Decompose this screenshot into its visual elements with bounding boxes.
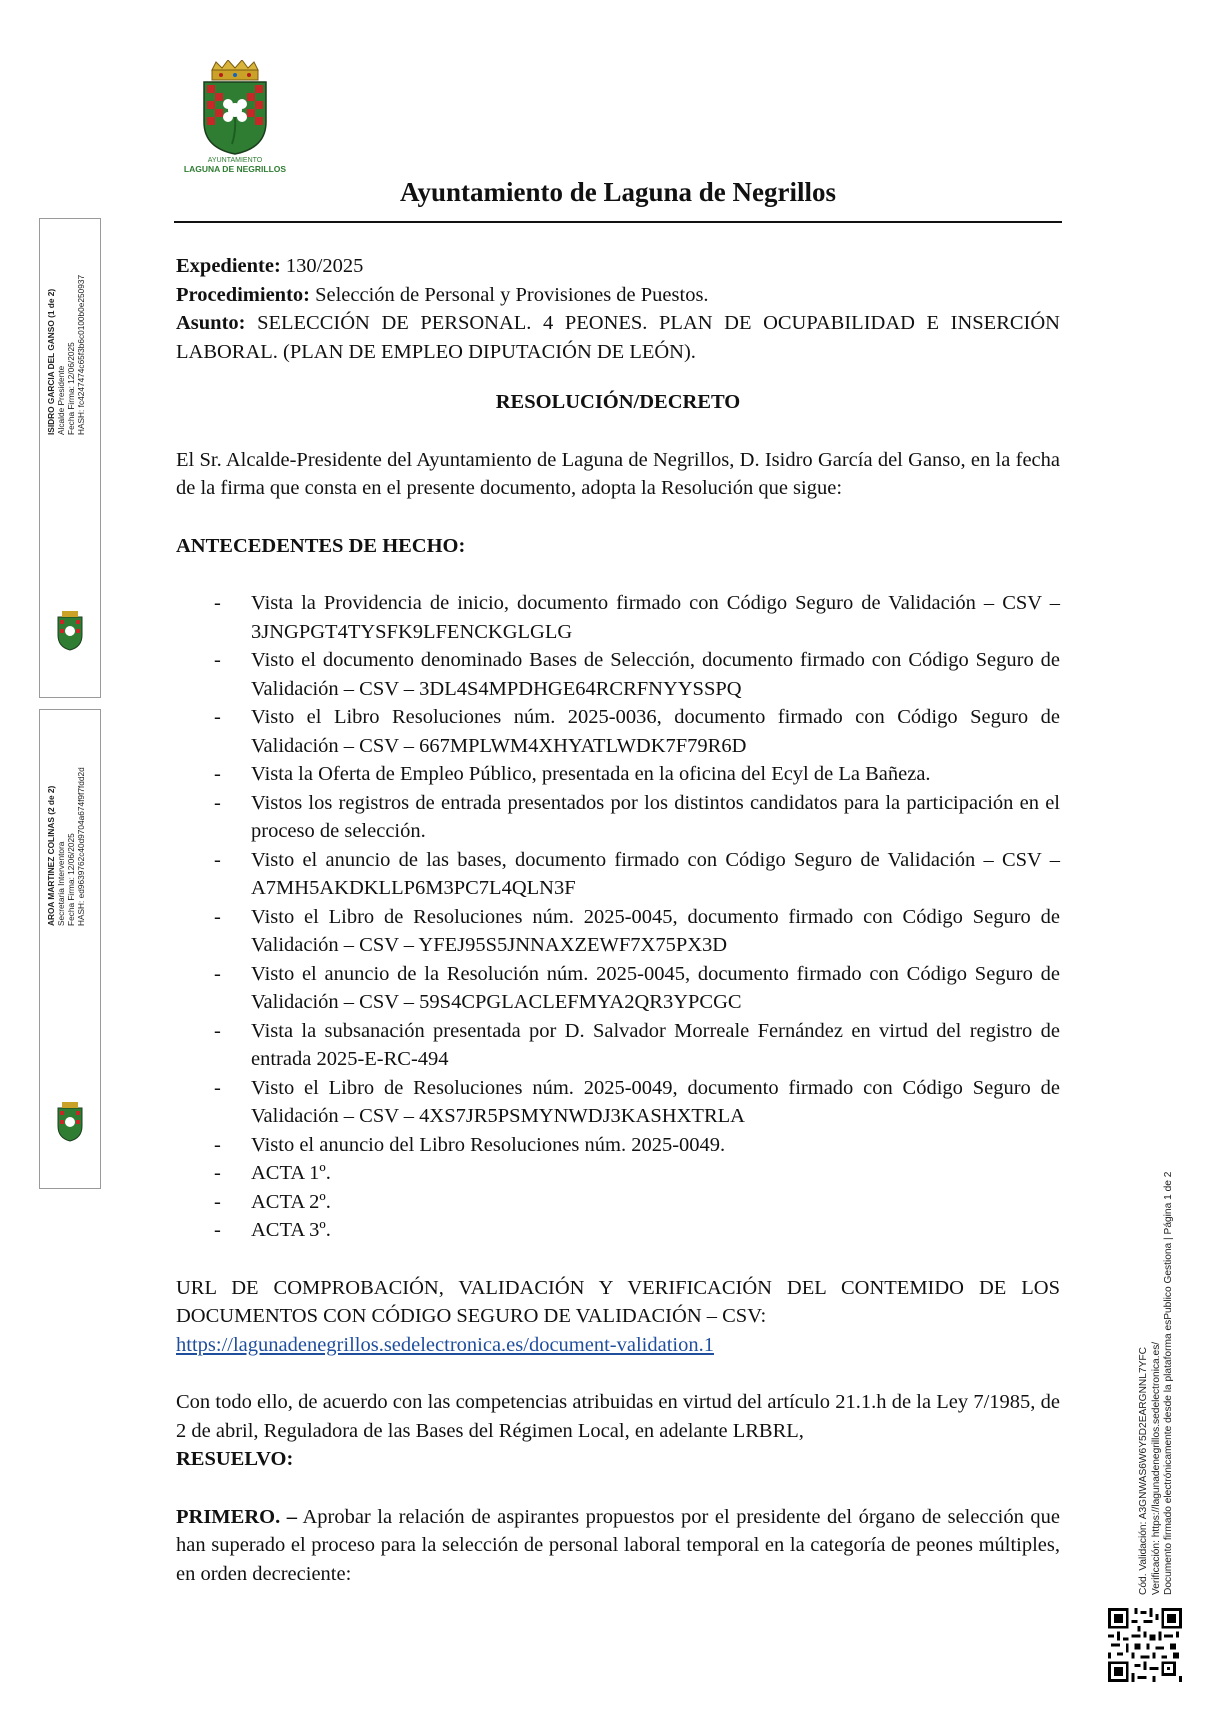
primero-label: PRIMERO. – — [176, 1505, 298, 1528]
antecedentes-title: ANTECEDENTES DE HECHO: — [176, 534, 466, 557]
list-item: - Vista la subsanación presentada por D. Salvador Morreale Fernández en virtud del registro de entrada 2025-E-RC-494 — [214, 1019, 1060, 1070]
list-item: - Vista la Oferta de Empleo Público, presentada en la oficina del Ecyl de La Bañeza. — [214, 763, 931, 785]
expediente-value: 130/2025 — [285, 255, 364, 277]
antecedentes-list — [176, 589, 1060, 1245]
expediente-line — [176, 252, 1060, 281]
resuelvo-label: RESUELVO: — [176, 1448, 294, 1470]
signature-hash: HASH: ed9639762c40d9704a674f9f7fdd2d — [76, 767, 86, 926]
logo-caption-line2: LAGUNA DE NEGRILLOS — [183, 164, 287, 174]
procedimiento-line — [176, 281, 1060, 310]
asunto-label: Asunto: — [176, 312, 246, 334]
municipal-logo — [176, 60, 294, 175]
logo-caption-line1: AYUNTAMIENTO — [207, 157, 263, 164]
title-divider — [174, 221, 1062, 223]
legal-paragraph — [176, 1388, 1060, 1474]
list-item: - Vistos los registros de entrada presentados por los distintos candidatos para la participación en el proceso de selección. — [214, 791, 1060, 842]
signer-role: Secretaria Interventora — [56, 841, 66, 926]
signer-role: Alcalde Presidente — [56, 365, 66, 435]
signature-box-1 — [39, 218, 101, 698]
expediente-label: Expediente: — [176, 255, 281, 277]
procedimiento-value: Selección de Personal y Provisiones de Puestos. — [315, 283, 709, 306]
url-paragraph — [176, 1274, 1060, 1360]
list-item: - ACTA 3º. — [214, 1219, 331, 1241]
verification-url: Verificación: https://lagunadenegrillos.sedelectronica.es/ — [1150, 1341, 1162, 1595]
coat-of-arms-icon — [176, 60, 294, 156]
list-item: - Vista la Providencia de inicio, documento firmado con Código Seguro de Validación – CSV – 3JNGPGT4TYSFK9LFENCKGLGLG — [214, 592, 1060, 643]
validation-link[interactable]: https://lagunadenegrillos.sedelectronica.es/document-validation.1 — [176, 1333, 714, 1356]
platform-note: Documento firmado electrónicamente desde la plataforma esPublico Gestiona | Página 1 de 2 — [1163, 1171, 1174, 1595]
asunto-line — [176, 309, 1060, 366]
page-title: Ayuntamiento de Laguna de Negrillos — [399, 177, 837, 207]
document-body — [176, 252, 1060, 1588]
signer-name: ISIDRO GARCIA DEL GANSO (1 de 2) — [46, 288, 56, 435]
signer-name: AROA MARTINEZ COLINAS (2 de 2) — [46, 785, 56, 926]
signature-date: Fecha Firma: 12/06/2025 — [66, 833, 76, 926]
primero-text: Aprobar la relación de aspirantes propuestos por el presidente del órgano de selección que han superado el proceso para la selección de personal laboral temporal en la categoría de peones múltiples, en orden decreciente: — [176, 1505, 1061, 1585]
list-item: - Visto el documento denominado Bases de Selección, documento firmado con Código Seguro de Validación – CSV – 3DL4S4MPDHGE64RCRFNYYSSPQ — [214, 649, 1060, 700]
legal-text: Con todo ello, de acuerdo con las competencias atribuidas en virtud del artículo 21.1.h de la Ley 7/1985, de 2 de abril, Reguladora de las Bases del Régimen Local, en adelante LRBRL, — [176, 1391, 1060, 1442]
list-item: - Visto el anuncio de la Resolución núm. 2025-0045, documento firmado con Código Seguro de Validación – CSV – 59S4CPGLACLEFMYA2QR3YPCGC — [214, 962, 1060, 1013]
asunto-value: SELECCIÓN DE PERSONAL. 4 PEONES. PLAN DE OCUPABILIDAD E INSERCIÓN LABORAL. (PLAN DE EMPLEO DIPUTACIÓN DE LEÓN). — [176, 312, 1060, 363]
url-intro: URL DE COMPROBACIÓN, VALIDACIÓN Y VERIFICACIÓN DEL CONTEMIDO DE LOS DOCUMENTOS CON CÓDIGO SEGURO DE VALIDACIÓN – CSV: — [176, 1276, 1060, 1327]
list-item: - ACTA 1º. — [214, 1162, 331, 1184]
qr-code-icon — [1108, 1608, 1182, 1682]
primero-paragraph — [176, 1503, 1060, 1589]
list-item: - ACTA 2º. — [214, 1190, 331, 1213]
verification-sidebar — [1138, 1075, 1180, 1595]
list-item: - Visto el anuncio de las bases, documento firmado con Código Seguro de Validación – CSV – A7MH5AKDKLLP6M3PC7L4QLN3F — [214, 848, 1060, 899]
list-item: - Visto el Libro Resoluciones núm. 2025-0036, documento firmado con Código Seguro de Validación – CSV – 667MPLWM4XHYATLWDK7F79R6D — [214, 706, 1060, 757]
document-heading: RESOLUCIÓN/DECRETO — [495, 391, 741, 413]
seal-icon — [48, 607, 92, 653]
list-item: - Visto el anuncio del Libro Resoluciones núm. 2025-0049. — [214, 1133, 726, 1156]
signature-date: Fecha Firma: 12/06/2025 — [66, 342, 76, 435]
validation-code: Cód. Validación: A3GNWAS6W6Y5D2EARGNNL7YFC — [1138, 1347, 1149, 1595]
procedimiento-label: Procedimiento: — [176, 283, 310, 306]
signature-hash: HASH: fc4247474c65f3b6c0100b0e250937 — [76, 274, 86, 435]
seal-icon — [48, 1098, 92, 1144]
list-item: - Visto el Libro de Resoluciones núm. 2025-0049, documento firmado con Código Seguro de Validación – CSV – 4XS7JR5PSMYNWDJ3KASHXTRLA — [214, 1076, 1060, 1127]
list-item: - Visto el Libro de Resoluciones núm. 2025-0045, documento firmado con Código Seguro de Validación – CSV – YFEJ95S5JNNAXZEWF7X75PX3D — [214, 905, 1060, 956]
intro-paragraph: El Sr. Alcalde-Presidente del Ayuntamiento de Laguna de Negrillos, D. Isidro García del Ganso, en la fecha de la firma que consta en el presente documento, adopta la Resolución que sigue: — [176, 448, 1060, 499]
signature-box-2 — [39, 709, 101, 1189]
